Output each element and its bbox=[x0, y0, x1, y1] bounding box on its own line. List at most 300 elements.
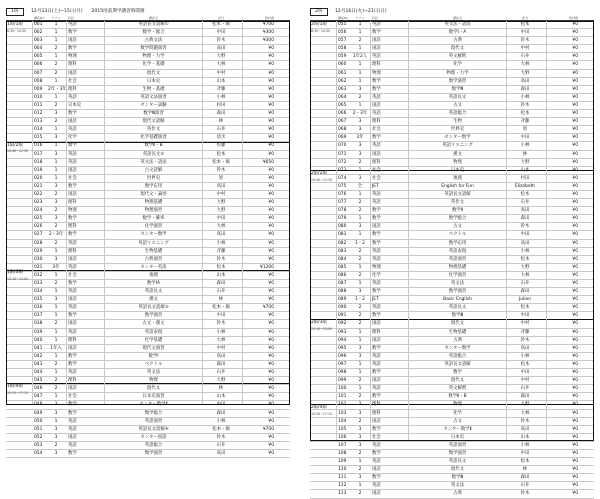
fee-cell: ¥0 bbox=[572, 361, 578, 367]
course-number: 009 bbox=[34, 86, 43, 92]
fee-cell: ¥0 bbox=[572, 38, 578, 44]
course-number: 063 bbox=[338, 86, 347, 92]
subject-cell: 英語 bbox=[68, 240, 77, 246]
fee-cell: ¥700 bbox=[262, 305, 274, 311]
teacher-cell: 小林 bbox=[216, 94, 226, 100]
course-number: 098 bbox=[338, 370, 347, 376]
fee-cell: ¥0 bbox=[572, 70, 578, 76]
course-title: センター数学Ⅱ bbox=[443, 426, 472, 432]
teacher-cell: 松本 bbox=[520, 459, 530, 465]
course-title: 現代文 bbox=[450, 321, 465, 327]
fee-cell: ¥0 bbox=[572, 370, 578, 376]
course-number: 040 bbox=[34, 337, 43, 343]
class-cell: 2 bbox=[54, 224, 58, 230]
course-number: 087 bbox=[338, 281, 347, 286]
course-title: 化学・基礎 bbox=[142, 62, 165, 68]
teacher-cell: 林 bbox=[218, 386, 224, 392]
teacher-cell: 高田 bbox=[216, 46, 226, 52]
fee-cell: ¥0 bbox=[268, 248, 274, 254]
subject-cell: 英語 bbox=[372, 22, 381, 27]
column-header: 担当 bbox=[217, 16, 224, 20]
fee-cell: ¥0 bbox=[268, 394, 274, 400]
period-time: 8:30~10:30 bbox=[7, 28, 27, 33]
course-number: 010 bbox=[34, 94, 43, 100]
fee-cell: ¥0 bbox=[572, 450, 578, 456]
teacher-cell: 松本・堀 bbox=[212, 305, 230, 311]
fee-cell: ¥0 bbox=[572, 353, 578, 359]
fee-cell: ¥0 bbox=[268, 297, 274, 303]
subject-cell: 英語 bbox=[372, 200, 381, 206]
course-number: 083 bbox=[338, 248, 347, 254]
teacher-cell: 山本 bbox=[520, 167, 530, 173]
teacher-cell: 中田 bbox=[520, 370, 530, 376]
teacher-cell: 鈴木 bbox=[520, 102, 530, 108]
fee-cell: ¥0 bbox=[572, 167, 578, 173]
fee-cell: ¥0 bbox=[268, 402, 274, 408]
class-cell: 3 bbox=[54, 256, 58, 262]
teacher-cell: 鈴木 bbox=[216, 434, 226, 440]
teacher-cell: 高田 bbox=[520, 78, 530, 84]
fee-cell: ¥0 bbox=[268, 329, 274, 335]
table-row bbox=[310, 474, 594, 482]
class-cell: 3 bbox=[54, 426, 58, 432]
teacher-cell: 大野 bbox=[520, 70, 530, 76]
fee-cell: ¥0 bbox=[572, 94, 578, 100]
fee-cell: ¥0 bbox=[572, 418, 578, 424]
column-divider bbox=[506, 21, 507, 440]
column-header: クラス bbox=[355, 16, 365, 20]
course-number: 104 bbox=[338, 418, 347, 424]
course-title: 化学 bbox=[453, 62, 462, 68]
subject-cell: 数学 bbox=[68, 353, 77, 359]
course-number: 006 bbox=[34, 62, 43, 68]
subject-cell: 数学 bbox=[68, 216, 77, 222]
class-cell: 3 bbox=[358, 442, 362, 448]
course-number: 112 bbox=[338, 483, 347, 489]
class-cell: 3 bbox=[54, 402, 58, 408]
subject-cell: 数学 bbox=[372, 450, 381, 456]
course-number: 035 bbox=[34, 297, 43, 303]
column-divider bbox=[408, 21, 409, 440]
course-number: 066 bbox=[338, 111, 347, 117]
course-title: 英語演習 bbox=[448, 256, 467, 262]
teacher-cell: Elizabeth bbox=[514, 183, 536, 189]
course-number: 018 bbox=[34, 159, 43, 165]
class-cell: 1 bbox=[358, 337, 362, 343]
course-title: 英語長文 bbox=[448, 459, 467, 465]
course-title: English for Fun bbox=[441, 183, 474, 189]
class-cell: 1 bbox=[54, 22, 58, 27]
teacher-cell: 高田 bbox=[520, 240, 530, 246]
fee-cell: ¥0 bbox=[268, 46, 274, 52]
class-cell: 3 bbox=[54, 297, 58, 303]
course-title: 数学Ⅲ bbox=[451, 313, 464, 319]
period-label: 2限/3限 bbox=[311, 320, 327, 325]
class-cell: 1 bbox=[54, 175, 58, 181]
subject-cell: 英語 bbox=[68, 426, 77, 432]
course-title: 英語表現 bbox=[448, 248, 467, 254]
class-cell: 1 bbox=[358, 264, 362, 270]
table-row bbox=[310, 490, 594, 498]
teacher-cell: 松本 bbox=[520, 191, 530, 197]
teacher-cell: 中田 bbox=[520, 30, 530, 36]
subject-cell: JET bbox=[372, 297, 379, 303]
period-time: 13:10~15:00 bbox=[311, 326, 333, 331]
fee-cell: ¥0 bbox=[268, 337, 274, 343]
fee-cell: ¥0 bbox=[572, 191, 578, 197]
course-title: ベクトル bbox=[448, 232, 467, 238]
teacher-cell: 石井 bbox=[520, 386, 530, 392]
course-title: 古典演習 bbox=[144, 256, 163, 262]
course-title: 世界史 bbox=[146, 175, 161, 181]
subject-cell: 理科 bbox=[68, 248, 77, 254]
teacher-cell: 松本 bbox=[520, 111, 530, 117]
subject-cell: 社会 bbox=[372, 127, 381, 133]
course-number: 025 bbox=[34, 216, 43, 222]
class-cell: 2・3年 bbox=[352, 111, 368, 117]
course-title: 数学 bbox=[453, 370, 462, 376]
course-number: 048 bbox=[34, 402, 43, 408]
teacher-cell: 中田 bbox=[216, 313, 226, 319]
teacher-cell: 高田 bbox=[520, 345, 530, 351]
table-row bbox=[310, 458, 594, 466]
class-cell: 1・2 bbox=[355, 297, 365, 303]
class-cell: 1年2人 bbox=[352, 54, 368, 60]
subject-cell: 国語 bbox=[372, 321, 381, 327]
class-cell: 2 bbox=[54, 386, 58, 392]
subject-cell: 物理 bbox=[68, 54, 77, 60]
fee-cell: ¥0 bbox=[572, 281, 578, 286]
teacher-cell: 山本 bbox=[216, 272, 226, 278]
course-title: 英語長文読解① bbox=[138, 22, 169, 27]
fee-cell: ¥0 bbox=[268, 256, 274, 262]
fee-cell: ¥0 bbox=[268, 281, 274, 286]
subject-cell: 社会 bbox=[68, 175, 77, 181]
course-title: センター試験 bbox=[140, 102, 167, 108]
course-title: 地理 bbox=[149, 272, 158, 278]
fee-cell: ¥0 bbox=[268, 78, 274, 84]
fee-cell: ¥0 bbox=[268, 345, 274, 351]
course-title: 化学基礎演習 bbox=[140, 135, 167, 141]
class-cell: 2 bbox=[358, 467, 362, 473]
course-title: 物理 bbox=[453, 402, 462, 408]
teacher-cell: 高田 bbox=[520, 426, 530, 432]
class-cell: 1 bbox=[54, 38, 58, 44]
fee-cell: ¥0 bbox=[268, 434, 274, 440]
fee-cell: ¥0 bbox=[572, 86, 578, 92]
table-row bbox=[6, 434, 290, 442]
subject-cell: 理科 bbox=[68, 378, 77, 384]
course-number: 062 bbox=[338, 78, 347, 84]
course-title: センター国語 bbox=[140, 434, 167, 440]
course-title: 数学Ⅲ bbox=[451, 475, 464, 481]
teacher-cell: 中村 bbox=[216, 345, 226, 351]
fee-cell: ¥0 bbox=[268, 119, 274, 125]
course-title: 現代文 bbox=[146, 70, 161, 76]
class-cell: 1 bbox=[358, 232, 362, 238]
class-cell: 3年 bbox=[52, 264, 60, 270]
subject-cell: 理科 bbox=[372, 402, 381, 408]
class-cell: 3 bbox=[54, 135, 58, 141]
teacher-cell: 大野 bbox=[520, 402, 530, 408]
column-divider bbox=[32, 21, 33, 404]
course-number: 095 bbox=[338, 345, 347, 351]
subject-cell: 国語 bbox=[372, 491, 381, 497]
course-number: 092 bbox=[338, 321, 347, 327]
teacher-cell: 原 bbox=[522, 127, 528, 133]
fee-cell: ¥0 bbox=[268, 361, 274, 367]
course-title: センター数学Ⅱ bbox=[139, 402, 168, 408]
course-title: 現代文 bbox=[146, 386, 161, 392]
subject-cell: 英語 bbox=[68, 329, 77, 335]
teacher-cell: 松本 bbox=[520, 361, 530, 367]
table-row bbox=[6, 442, 290, 450]
subject-cell: 英語 bbox=[68, 94, 77, 100]
teacher-cell: 小林 bbox=[520, 94, 530, 100]
course-number: 058 bbox=[338, 46, 347, 52]
course-number: 033 bbox=[34, 281, 43, 286]
course-title: 数学演習 bbox=[448, 289, 467, 295]
class-cell: 2 bbox=[54, 442, 58, 448]
class-cell: 2 bbox=[54, 119, 58, 125]
class-cell: 1 bbox=[54, 289, 58, 295]
class-cell: 2 bbox=[358, 200, 362, 206]
period-label: 2限/2限 bbox=[311, 170, 327, 176]
course-number: 044 bbox=[34, 370, 43, 376]
teacher-cell: 森田 bbox=[216, 281, 226, 286]
class-cell: 1 bbox=[54, 305, 58, 311]
course-title: 現代文・論述 bbox=[140, 191, 167, 197]
course-title: 世界史 bbox=[450, 127, 465, 133]
course-title: 古典 bbox=[453, 337, 462, 343]
course-title: 古典文法 bbox=[144, 38, 163, 44]
course-number: 020 bbox=[34, 175, 43, 181]
teacher-cell: 大林 bbox=[520, 62, 530, 68]
course-number: 026 bbox=[34, 224, 43, 230]
course-title: 英語長文読解④ bbox=[138, 426, 169, 432]
teacher-cell: 石井 bbox=[520, 54, 530, 60]
fee-cell: ¥0 bbox=[572, 102, 578, 108]
course-title: 英文法 bbox=[450, 483, 465, 489]
teacher-cell: 森田 bbox=[520, 86, 530, 92]
fee-cell: ¥0 bbox=[572, 22, 578, 27]
course-number: 030 bbox=[34, 256, 43, 262]
class-cell: 3 bbox=[358, 86, 362, 92]
course-number: 037 bbox=[34, 313, 43, 319]
fee-cell: ¥0 bbox=[572, 394, 578, 400]
table-row bbox=[6, 410, 290, 418]
class-cell: 2 bbox=[358, 402, 362, 408]
course-title: 化学 bbox=[453, 410, 462, 416]
fee-cell: ¥0 bbox=[268, 418, 274, 424]
subject-cell: 数学 bbox=[372, 240, 381, 246]
course-title: センター数学 bbox=[444, 135, 471, 141]
fee-cell: ¥0 bbox=[572, 483, 578, 489]
course-number: 056 bbox=[338, 30, 347, 36]
fee-cell: ¥0 bbox=[268, 151, 274, 157]
subject-cell: 英語 bbox=[372, 353, 381, 359]
subject-cell: 国語 bbox=[68, 70, 77, 76]
class-cell: 2 bbox=[358, 313, 362, 319]
course-number: 081 bbox=[338, 232, 347, 238]
course-number: 053 bbox=[34, 442, 43, 448]
class-cell: 1 bbox=[54, 353, 58, 359]
fee-cell: ¥1200 bbox=[260, 264, 274, 270]
teacher-cell: 小林 bbox=[520, 143, 530, 149]
course-title: 生物基礎 bbox=[144, 248, 163, 254]
teacher-cell: Julien bbox=[518, 297, 531, 303]
course-number: 096 bbox=[338, 353, 347, 359]
course-title: 古典 bbox=[453, 38, 462, 44]
subject-cell: 数学 bbox=[372, 394, 381, 400]
class-cell: 1 bbox=[358, 281, 362, 286]
teacher-cell: 鈴木 bbox=[520, 337, 530, 343]
fee-cell: ¥0 bbox=[572, 264, 578, 270]
course-title: 英作文 bbox=[146, 127, 161, 133]
course-number: 019 bbox=[34, 167, 43, 173]
subject-cell: 国語 bbox=[372, 46, 381, 52]
table-row bbox=[310, 450, 594, 458]
teacher-cell: 高田 bbox=[216, 353, 226, 359]
teacher-cell: 大林 bbox=[520, 410, 530, 416]
course-number: 075 bbox=[338, 183, 347, 189]
class-cell: 2 bbox=[54, 102, 58, 108]
teacher-cell: 中村 bbox=[216, 70, 226, 76]
course-number: 109 bbox=[338, 459, 347, 465]
subject-cell: 英語 bbox=[372, 442, 381, 448]
class-cell: 3 bbox=[358, 224, 362, 230]
subject-cell: 数学 bbox=[68, 46, 77, 52]
teacher-cell: 林 bbox=[522, 151, 528, 157]
class-cell: 3 bbox=[358, 143, 362, 149]
teacher-cell: 鈴木 bbox=[520, 38, 530, 44]
subject-cell: 理科 bbox=[372, 62, 381, 68]
subject-cell: 理科 bbox=[372, 159, 381, 165]
class-cell: 1 bbox=[54, 394, 58, 400]
class-cell: 2 bbox=[54, 62, 58, 68]
subject-cell: 数学 bbox=[372, 289, 381, 295]
fee-cell: ¥0 bbox=[572, 442, 578, 448]
class-cell: 1 bbox=[358, 386, 362, 392]
class-cell: 1 bbox=[54, 248, 58, 254]
table-row bbox=[6, 418, 290, 426]
class-cell: 3 bbox=[358, 119, 362, 125]
subject-cell: 理科 bbox=[372, 329, 381, 335]
fee-cell: ¥0 bbox=[572, 305, 578, 311]
subject-cell: 数学 bbox=[372, 475, 381, 481]
class-cell: 2 bbox=[358, 159, 362, 165]
class-cell: 1 bbox=[54, 167, 58, 173]
class-cell: 2 bbox=[54, 191, 58, 197]
period-time: 15:20~17:10 bbox=[7, 390, 29, 395]
fee-cell: ¥0 bbox=[572, 216, 578, 222]
course-number: 086 bbox=[338, 272, 347, 278]
course-title: 英語長文 bbox=[448, 305, 467, 311]
teacher-cell: 森田 bbox=[520, 475, 530, 481]
fee-cell: ¥0 bbox=[572, 30, 578, 36]
course-title: 生物・基礎 bbox=[142, 86, 165, 92]
course-title: 数学・総合 bbox=[142, 30, 165, 36]
class-cell: 1 bbox=[54, 78, 58, 84]
class-cell: 2 bbox=[54, 70, 58, 76]
course-number: 103 bbox=[338, 410, 347, 416]
class-cell: 1 bbox=[358, 22, 362, 27]
course-title: 英語長文 bbox=[144, 289, 163, 295]
fee-cell: ¥0 bbox=[268, 313, 274, 319]
fee-cell: ¥0 bbox=[572, 240, 578, 246]
subject-cell: 数学 bbox=[372, 313, 381, 319]
course-number: 032 bbox=[34, 272, 43, 278]
fee-cell: ¥0 bbox=[268, 353, 274, 359]
subject-cell: 数学 bbox=[68, 402, 77, 408]
teacher-cell: 鈴木 bbox=[216, 321, 226, 327]
table-row bbox=[310, 466, 594, 474]
teacher-cell: 鈴木 bbox=[520, 224, 530, 230]
course-title: 漢文 bbox=[149, 297, 158, 303]
course-number: 016 bbox=[34, 143, 43, 149]
teacher-cell: 小林 bbox=[520, 442, 530, 448]
course-number: 093 bbox=[338, 329, 347, 335]
class-cell: 1 bbox=[54, 337, 58, 343]
course-title: 数学Ⅲ bbox=[451, 86, 464, 92]
teacher-cell: 中田 bbox=[520, 450, 530, 456]
subject-cell: 数学 bbox=[68, 232, 77, 238]
course-number: 034 bbox=[34, 289, 43, 295]
subject-cell: 理科 bbox=[372, 119, 381, 125]
fee-cell: ¥0 bbox=[268, 410, 274, 416]
class-cell: 全 bbox=[357, 183, 363, 189]
class-cell: 1 bbox=[54, 313, 58, 319]
fee-cell: ¥0 bbox=[268, 62, 274, 68]
subject-cell: 理科 bbox=[68, 337, 77, 343]
subject-cell: 国語 bbox=[68, 167, 77, 173]
course-title: 現代文読解 bbox=[142, 119, 165, 125]
course-title: ベクトル bbox=[144, 361, 163, 367]
course-title: 英語表現 bbox=[144, 329, 163, 335]
subject-cell: 数学 bbox=[68, 30, 77, 36]
course-number: 060 bbox=[338, 62, 347, 68]
class-cell: 2 bbox=[358, 38, 362, 44]
class-cell: 2 bbox=[54, 378, 58, 384]
fee-cell: ¥0 bbox=[572, 232, 578, 238]
fee-cell: ¥700 bbox=[262, 22, 274, 27]
course-title: 現代文 bbox=[450, 46, 465, 52]
teacher-cell: 鈴木 bbox=[216, 256, 226, 262]
fee-cell: ¥0 bbox=[268, 378, 274, 384]
course-number: 070 bbox=[338, 143, 347, 149]
class-cell: 1 bbox=[54, 127, 58, 133]
class-cell: 1年入 bbox=[50, 345, 62, 351]
column-header: 講座No bbox=[338, 16, 349, 20]
course-title: Basic English bbox=[443, 297, 472, 303]
class-cell: 1 bbox=[358, 483, 362, 489]
class-cell: 1 bbox=[358, 167, 362, 173]
course-number: 021 bbox=[34, 183, 43, 189]
course-title: 物理基礎 bbox=[144, 200, 163, 206]
fee-cell: ¥0 bbox=[572, 54, 578, 60]
class-cell: 3 bbox=[358, 426, 362, 432]
subject-cell: 国語 bbox=[68, 191, 77, 197]
course-number: 041 bbox=[34, 345, 43, 351]
course-title: 数学演習 bbox=[448, 450, 467, 456]
period-label: 2限/4限 bbox=[311, 405, 327, 411]
subject-cell: 英語 bbox=[68, 305, 77, 311]
subject-cell: 数学 bbox=[68, 361, 77, 367]
subject-cell: 数学 bbox=[372, 135, 381, 141]
course-number: 074 bbox=[338, 175, 347, 181]
course-number: 099 bbox=[338, 378, 347, 384]
course-title: 数学演習 bbox=[448, 78, 467, 84]
